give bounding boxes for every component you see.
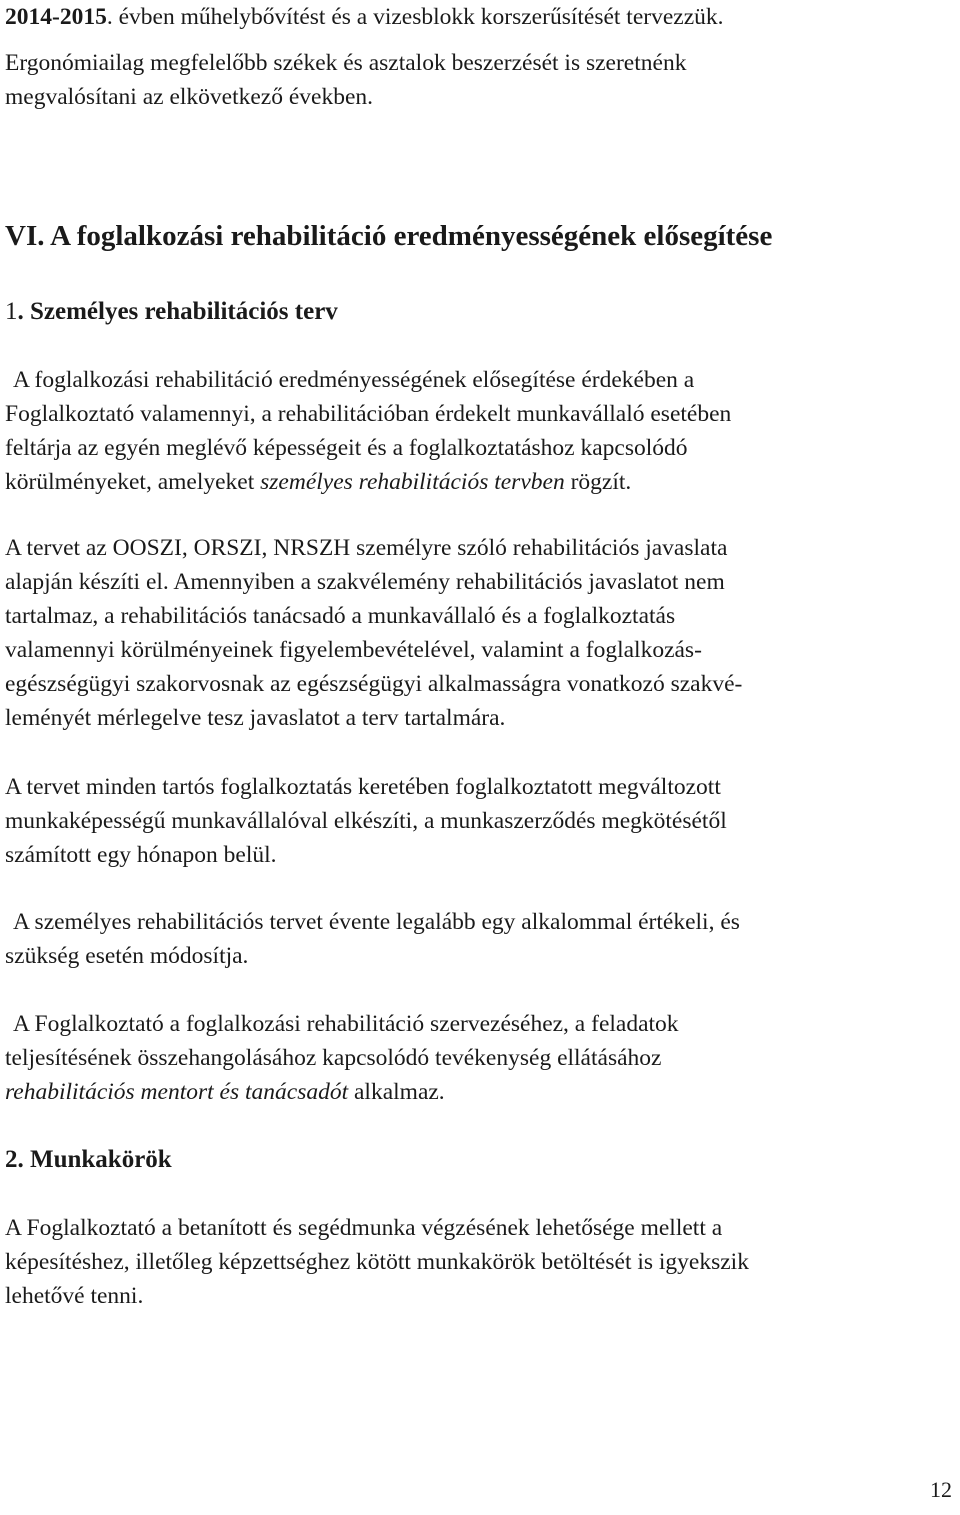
chapter-heading: VI. A foglalkozási rehabilitáció eredményességének elősegítése [5,220,773,252]
section-1-heading: 1. Személyes rehabilitációs terv [5,298,338,325]
paragraph-line: leményét mérlegelve tesz javaslatot a terv tartalmára. [5,705,506,731]
intro-line-1: 2014-2015. évben műhelybővítést és a vizesblokk korszerűsítését tervezzük. [5,4,724,30]
section-1-paragraph-4 [5,905,740,973]
section-2-heading: 2. Munkakörök [5,1146,172,1173]
paragraph-line: lehetővé tenni. [5,1283,144,1309]
emphasis-text: személyes rehabilitációs tervben [260,469,565,495]
paragraph-line: alapján készíti el. Amennyiben a szakvélemény rehabilitációs javaslatot nem [5,569,725,595]
paragraph-line: munkaképességű munkavállalóval elkészíti, a munkaszerződés megkötésétől [5,808,727,834]
paragraph-line: A személyes rehabilitációs tervet évente legalább egy alkalommal értékeli, és [13,909,740,935]
paragraph-line: A foglalkozási rehabilitáció eredményességének elősegítése érdekében a [13,367,695,393]
emphasis-text: rehabilitációs mentort és tanácsadót [5,1079,349,1105]
paragraph-line: képesítéshez, illetőleg képzettséghez kötött munkakörök betöltését is igyekszik [5,1249,749,1275]
paragraph-line: valamennyi körülményeinek figyelembevételével, valamint a foglalkozás- [5,637,702,663]
paragraph-line: feltárja az egyén meglévő képességeit és a foglalkoztatáshoz kapcsolódó [5,435,688,461]
paragraph-line: körülményeket, amelyeket személyes rehabilitációs tervben rögzít. [5,469,632,495]
paragraph-line: A tervet minden tartós foglalkoztatás keretében foglalkoztatott megváltozott [5,774,721,800]
paragraph-line: tartalmaz, a rehabilitációs tanácsadó a munkavállaló és a foglalkoztatás [5,603,676,629]
section-1-paragraph-3 [5,770,727,872]
paragraph-line: teljesítésének összehangolásához kapcsolódó tevékenység ellátásához [5,1045,662,1071]
year-range: 2014-2015 [5,4,107,30]
section-1-paragraph-2 [5,531,742,735]
intro-line-3: megvalósítani az elkövetkező években. [5,84,374,110]
paragraph-line: szükség esetén módosítja. [5,943,249,969]
intro-paragraph [5,0,724,114]
paragraph-line: Foglalkoztató valamennyi, a rehabilitációban érdekelt munkavállaló esetében [5,401,732,427]
section-1-paragraph-5 [5,1007,679,1109]
paragraph-line: A Foglalkoztató a foglalkozási rehabilitáció szervezéséhez, a feladatok [13,1011,679,1037]
intro-line-2: Ergonómiailag megfelelőbb székek és asztalok beszerzését is szeretnénk [5,50,687,76]
paragraph-line: egészségügyi szakorvosnak az egészségügyi alkalmasságra vonatkozó szakvé- [5,671,743,697]
paragraph-line: A tervet az OOSZI, ORSZI, NRSZH személyre szóló rehabilitációs javaslata [5,535,728,561]
section-1-paragraph-1 [5,363,731,499]
paragraph-line: A Foglalkoztató a betanított és segédmunka végzésének lehetősége mellett a [5,1215,723,1241]
paragraph-line: rehabilitációs mentort és tanácsadót alkalmaz. [5,1079,445,1105]
page-number: 12 [930,1477,952,1502]
section-2-paragraph-1 [5,1211,749,1313]
paragraph-line: számított egy hónapon belül. [5,842,277,868]
